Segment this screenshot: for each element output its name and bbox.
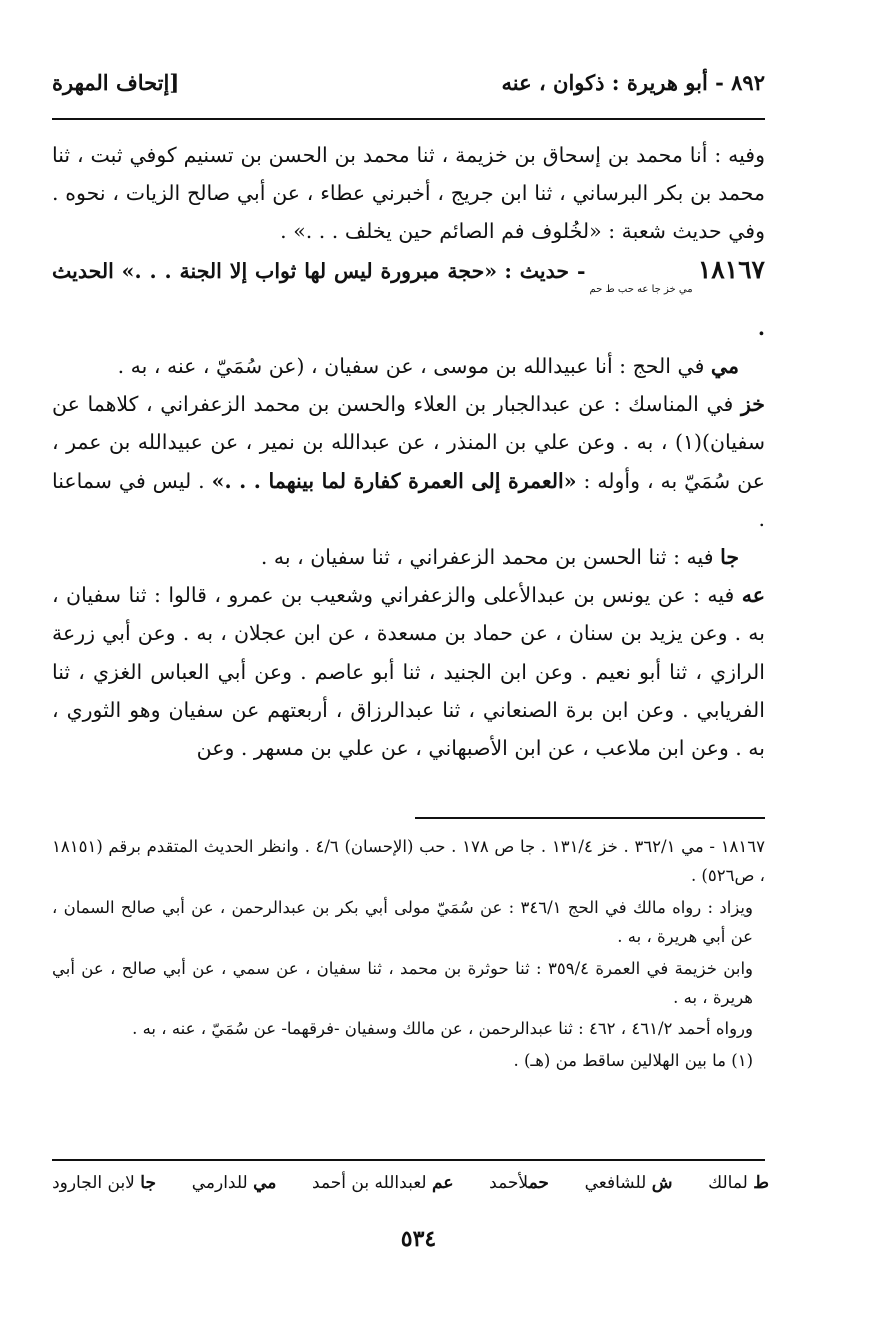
main-text (52, 136, 765, 767)
footnote-rule (415, 817, 765, 819)
legend-item: عم لعبدالله بن أحمد (312, 1173, 454, 1193)
hadith-label: - حديث : (504, 258, 586, 283)
source-text-ja: فيه : ثنا الحسن بن محمد الزعفراني ، ثنا سفيان ، به . (260, 545, 714, 570)
legend-item: ط لمالك (708, 1173, 769, 1193)
footnote-malik: ويزاد : رواه مالك في الحج ٣٤٦/١ : عن سُمَيّ مولى أبي بكر بن عبدالرحمن ، عن أبي صالح السمان ، عن أبي هريرة ، به . (52, 897, 753, 947)
book-title: [إتحاف المهرة (52, 69, 180, 95)
footnote-khuzayma: وابن خزيمة في العمرة ٣٥٩/٤ : ثنا حوثرة بن محمد ، ثنا سفيان ، عن سمي ، عن أبي صالح ، عن أبي هريرة ، به . (52, 958, 753, 1008)
page-number: ٥٣٤ (400, 1226, 437, 1252)
legend-item: حملأحمد (489, 1173, 549, 1193)
running-title: ٨٩٢ - أبو هريرة : ذكوان ، عنه (501, 69, 765, 95)
page-header (52, 64, 765, 100)
legend-rule (52, 1159, 765, 1161)
hadith-text: «حجة مبرورة ليس لها ثواب إلا الجنة . . .» الحديث . (52, 258, 765, 340)
legend-item: ش للشافعي (584, 1173, 673, 1193)
source-text-khz-end: . ليس في سماعنا . (52, 468, 765, 531)
hadith-number: ١٨١٦٧ (697, 254, 765, 284)
footnote-ahmad: ورواه أحمد ٤٦١/٢ ، ٤٦٢ : ثنا عبدالرحمن ، عن مالك وسفيان -فرقهما- عن سُمَيّ ، عنه ، به . (132, 1019, 753, 1039)
paragraph-ja (52, 538, 765, 576)
source-key-ah: عه (741, 583, 765, 608)
legend-item: مي للدارمي (191, 1173, 277, 1193)
header-rule (52, 118, 765, 120)
source-text-mi: في الحج : أنا عبيدالله بن موسى ، عن سفيان ، (عن سُمَيّ ، عنه ، به . (117, 354, 705, 379)
paragraph-khz (52, 385, 765, 538)
footnote-takhrij: ١٨١٦٧ - مي ٣٦٢/١ . خز ١٣١/٤ . جا ص ١٧٨ . حب (الإحسان) ٤/٦ . وانظر الحديث المتقدم برقم (١٨١٥١ ، ص٥٢٦) . (52, 837, 765, 886)
source-text-khz: في المناسك : عن عبدالجبار بن العلاء والحسن بن محمد الزعفراني ، كلاهما عن سفيان)(١) ، به . وعن علي بن المنذر ، عن عبدالله بن نمير ، عن عبيدالله بن عمر ، عن سُمَيّ به ، وأوله : (52, 392, 765, 493)
source-key-mi: مي (710, 354, 739, 379)
footnote-1: (١) ما بين الهلالين ساقط من (هـ) . (513, 1050, 753, 1070)
paragraph-mi (52, 347, 765, 385)
footnotes (52, 832, 765, 1077)
paragraph-ah (52, 576, 765, 767)
hadith-sigla: مي خز جا عه حب ط حم (589, 283, 693, 295)
abbreviation-legend (52, 1168, 769, 1198)
quote-umra: «العمرة إلى العمرة كفارة لما بينهما . . .» (211, 468, 577, 493)
hadith-heading (52, 251, 765, 347)
source-text-ah: فيه : عن يونس بن عبدالأعلى والزعفراني وشعيب بن عمرو ، قالوا : ثنا سفيان ، به . وعن يزيد بن سنان ، عن حماد بن مسعدة ، عن ابن عجلان ، به . وعن أبي زرعة الرازي ، ثنا أبو نعيم . وعن ابن الجنيد ، ثنا أبو عاصم . وعن أبي العباس الغزي ، ثنا الفريابي . وعن ابن برة الصنعاني ، ثنا عبدالرزاق ، أربعتهم عن سفيان وهو الثوري ، به . وعن ابن ملاعب ، عن ابن الأصبهاني ، عن علي بن مسهر . وعن (52, 583, 765, 761)
source-key-ja: جا (720, 545, 739, 570)
paragraph-intro: وفيه : أنا محمد بن إسحاق بن خزيمة ، ثنا محمد بن الحسن بن تسنيم كوفي ثبت ، ثنا محمد بن بكر البرساني ، ثنا ابن جريج ، أخبرني عطاء ، عن أبي صالح الزيات ، نحوه . وفي حديث شعبة : «لخُلوف فم الصائم حين يخلف . . .» . (52, 143, 765, 244)
legend-item: جا لابن الجارود (52, 1173, 156, 1193)
source-key-khz: خز (741, 392, 765, 417)
